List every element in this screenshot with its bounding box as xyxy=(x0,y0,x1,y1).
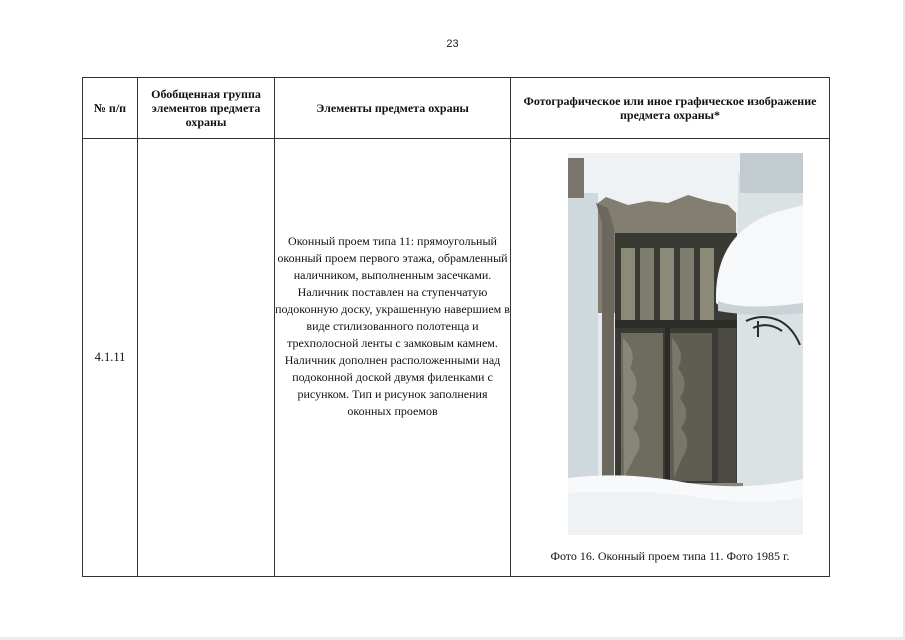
page-number: 23 xyxy=(446,38,459,50)
header-group: Обобщенная группа элементов предмета охраны xyxy=(138,78,275,139)
row-photo-cell xyxy=(511,139,830,577)
table-header-row xyxy=(83,78,830,139)
photo-caption: Фото 16. Оконный проем типа 11. Фото 1985 г. xyxy=(550,549,790,563)
header-elements: Элементы предмета охраны xyxy=(275,78,511,139)
heritage-elements-table xyxy=(82,77,830,577)
header-num: № п/п xyxy=(83,78,138,139)
row-elements-description: Оконный проем типа 11: прямоугольный оконный проем первого этажа, обрамленный наличником, выполненным засечками. Наличник поставлен на ступенчатую подоконную доску, украшенную навершием в виде стилизованного полотенца и трехполосной ленты с замковым камнем. Наличник дополнен расположенными над подоконной доской двумя филенками с рисунком. Тип и рисунок заполнения оконных проемов xyxy=(275,234,510,418)
window-photo xyxy=(568,153,803,535)
table-row xyxy=(83,139,830,577)
row-number: 4.1.11 xyxy=(83,139,138,577)
header-image: Фотографическое или иное графическое изображение предмета охраны* xyxy=(511,78,830,139)
row-group xyxy=(138,139,275,577)
row-elements-cell xyxy=(275,139,511,577)
